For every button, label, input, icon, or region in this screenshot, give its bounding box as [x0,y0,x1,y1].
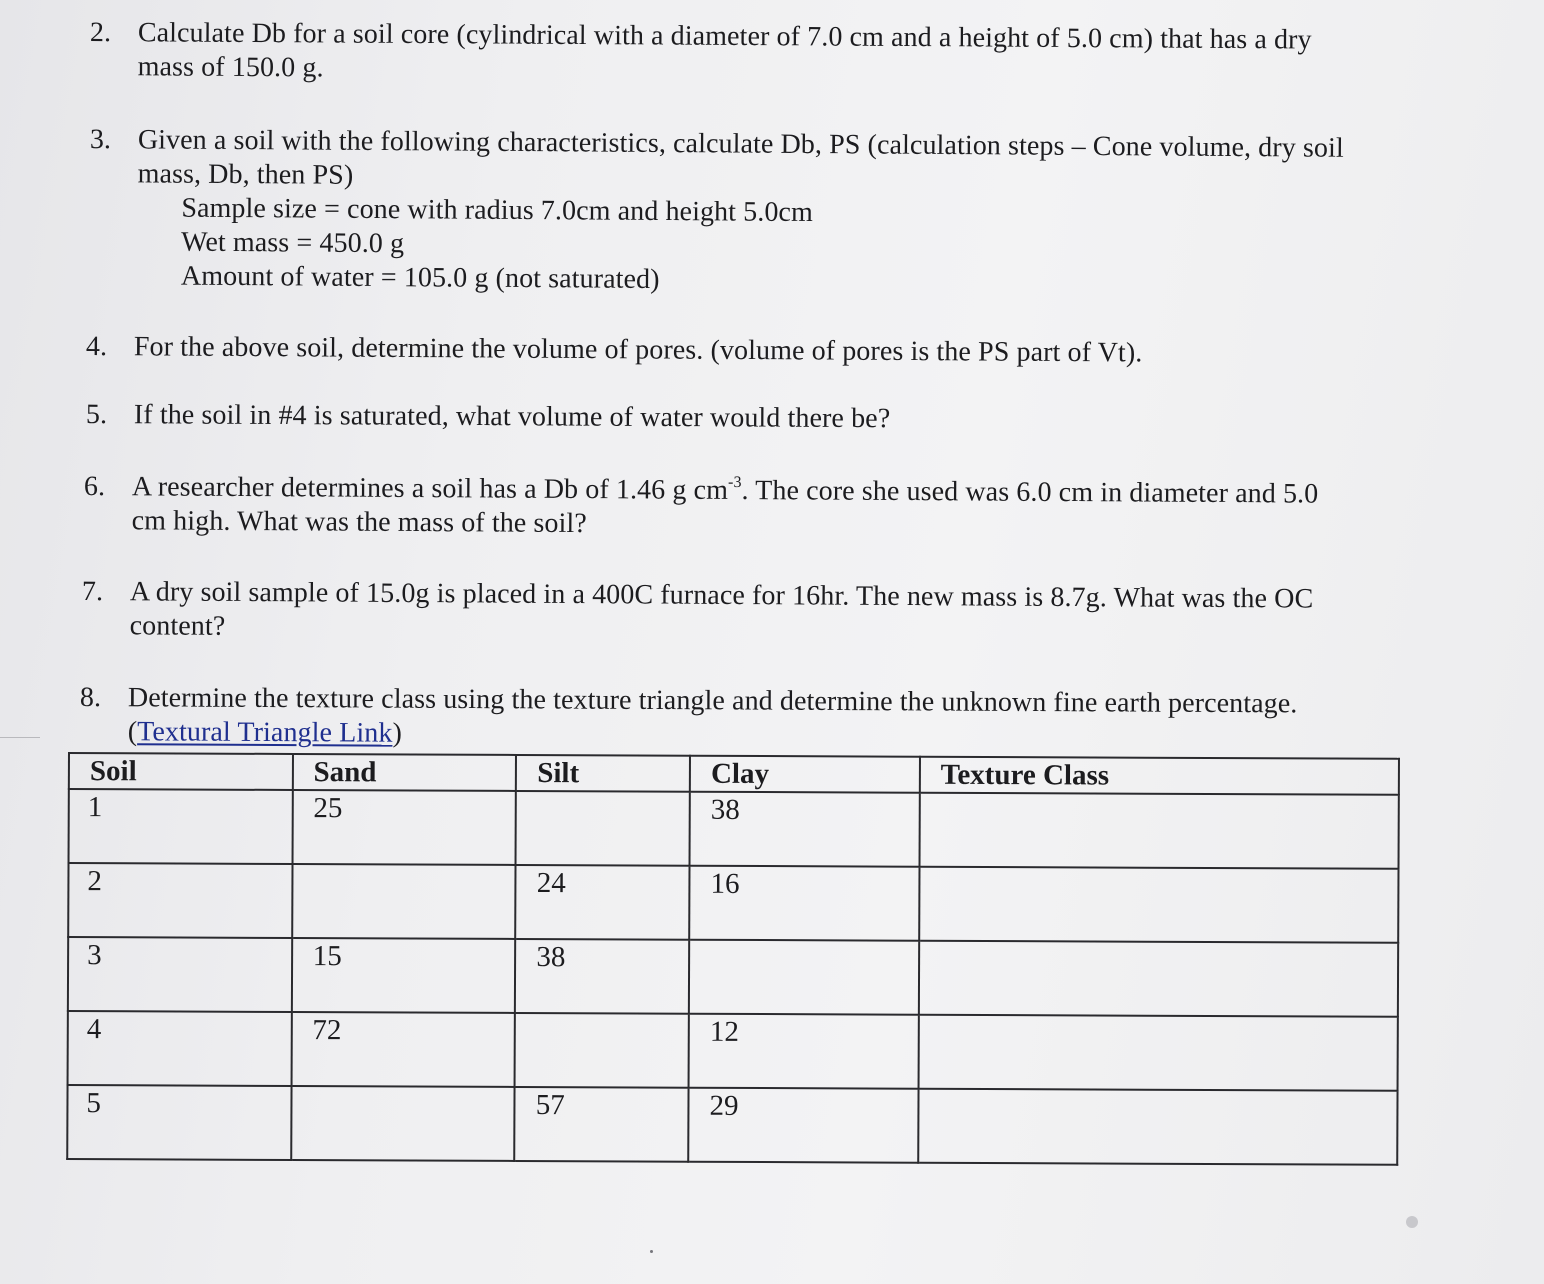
question-text [134,398,891,436]
paper-speck [650,1250,653,1253]
question-line: A dry soil sample of 15.0g is placed in a 400C furnace for 16hr. The new mass is 8.7g. What was the OC [129,576,1314,615]
texture-class-cell [919,941,1399,1017]
silt-cell [516,791,690,866]
soil-cell: 4 [68,1011,292,1086]
question-number: 6. [83,470,106,503]
textural-triangle-link[interactable]: Textural Triangle Link [137,716,393,749]
soil-cell: 3 [68,937,292,1012]
silt-cell: 38 [515,939,689,1014]
paper-spot [1406,1216,1418,1228]
table-row [68,937,1398,1017]
silt-cell [515,1013,689,1088]
soil-cell: 2 [68,863,292,938]
question-line: If the soil in #4 is saturated, what volume of water would there be? [133,399,891,435]
clay-cell [689,940,919,1015]
clay-cell: 38 [690,792,920,867]
sand-cell [291,1086,515,1161]
clay-cell: 16 [689,866,919,941]
table-row [68,863,1398,943]
question-text [138,16,1312,91]
question-number: 5. [85,399,108,431]
silt-cell: 57 [515,1087,689,1162]
table-row [68,1011,1398,1091]
question-line [128,715,1298,755]
table-row [67,1085,1397,1165]
question-text [130,575,1314,650]
margin-mark [0,737,40,738]
sand-cell: 25 [292,790,516,865]
question-text [137,123,1344,301]
sand-cell [292,864,516,939]
texture-class-cell [919,793,1399,869]
question-number: 3. [89,123,112,156]
sand-cell: 15 [292,938,516,1013]
paren-close: ) [392,717,403,749]
question-number: 2. [89,16,112,49]
silt-cell: 24 [516,865,690,940]
texture-class-cell [918,1015,1398,1091]
sand-cell: 72 [291,1012,515,1087]
question-line: Calculate Db for a soil core (cylindrical with a diameter of 7.0 cm and a height of 5.0 cm) that has a dry [137,17,1312,56]
table-row [69,789,1399,869]
question-line: mass of 150.0 g. [137,51,324,84]
texture-table [66,752,1400,1166]
clay-cell: 29 [688,1088,918,1163]
question-line: Given a soil with the following characteristics, calculate Db, PS (calculation steps – Cone volume, dry soil [137,124,1344,164]
sample-size-detail: Sample size = cone with radius 7.0cm and height 5.0cm [181,192,814,229]
question-line: Determine the texture class using the texture triangle and determine the unknown fine earth percentage. [127,682,1298,720]
question-line: mass, Db, then PS) [137,158,354,191]
soil-cell: 5 [67,1085,291,1160]
question-line: content? [129,610,226,642]
water-amount-detail: Amount of water = 105.0 g (not saturated) [180,260,660,295]
question-text [128,681,1298,755]
header-clay: Clay [690,756,920,793]
wet-mass-detail: Wet mass = 450.0 g [181,226,405,260]
question-text [134,330,1143,370]
question-number: 7. [81,576,104,608]
exponent: -3 [728,473,742,491]
header-silt: Silt [516,755,690,792]
header-texture-class: Texture Class [920,757,1399,795]
question-line-part: . The core she used was 6.0 cm in diameter and 5.0 [741,475,1319,510]
header-soil: Soil [69,753,293,790]
question-number: 4. [85,330,108,363]
header-sand: Sand [292,754,516,791]
question-line-part: A researcher determines a soil has a Db of 1.46 g cm [131,471,729,506]
table-header-row [69,753,1399,795]
texture-class-cell [919,867,1399,943]
question-text [132,470,1319,545]
texture-class-cell [918,1089,1398,1165]
paren-open: ( [127,716,138,748]
question-line: cm high. What was the mass of the soil? [131,505,587,540]
question-number: 8. [79,682,102,714]
clay-cell: 12 [689,1014,919,1089]
soil-cell: 1 [69,789,293,864]
question-line: For the above soil, determine the volume of pores. (volume of pores is the PS part of Vt). [133,331,1143,369]
